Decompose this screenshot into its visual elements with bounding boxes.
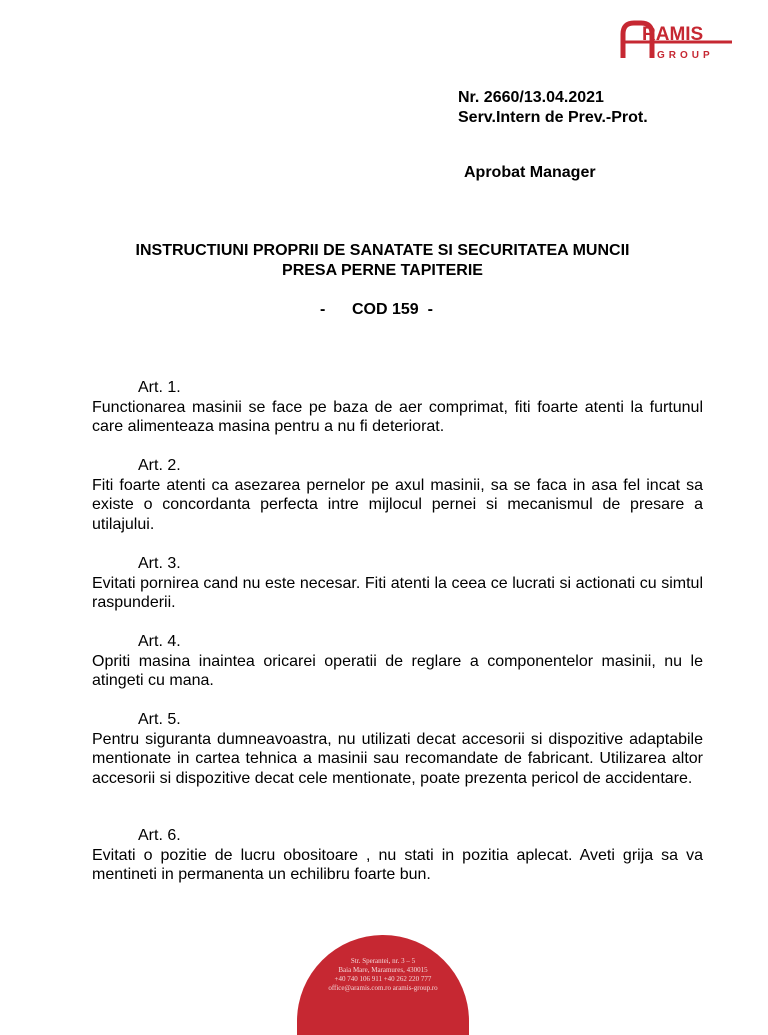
document-code: - COD 159 - [320, 301, 433, 318]
article-text: Pentru siguranta dumneavoastra, nu utilizati decat accesorii si dispozitive adaptabile mentionate in cartea tehnica a masinii sau recomandate de fabricant. Utilizarea altor accesorii si dispozitive decat cele mentionate, poate prezenta pericol de accidentare. [92, 730, 703, 787]
document-title [90, 241, 675, 280]
aramis-logo-icon [620, 20, 732, 62]
article-5 [92, 710, 703, 788]
article-heading: Art. 4. [138, 633, 181, 650]
title-line-2: PRESA PERNE TAPITERIE [282, 261, 483, 279]
svg-text:RAMIS: RAMIS [642, 24, 704, 45]
article-heading: Art. 1. [138, 379, 181, 396]
article-heading: Art. 6. [138, 827, 181, 844]
department-name: Serv.Intern de Prev.-Prot. [458, 109, 648, 126]
footer-city: Baia Mare, Maramures, 430015 [338, 966, 428, 974]
article-text: Functionarea masinii se face pe baza de aer comprimat, fiti foarte atenti la furtunul care alimenteaza masina pentru a nu fi deteriorat. [92, 398, 703, 435]
article-heading: Art. 5. [138, 711, 181, 728]
article-1 [92, 378, 703, 437]
article-6 [92, 826, 703, 885]
footer-street: Str. Sperantei, nr. 3 – 5 [350, 957, 416, 965]
footer-phones: +40 740 106 911 +40 262 220 777 [334, 975, 432, 983]
article-heading: Art. 2. [138, 457, 181, 474]
article-text: Opriti masina inaintea oricarei operatii de reglare a componentelor masinii, nu le atingeti cu mana. [92, 652, 703, 689]
approval-line: Aprobat Manager [464, 164, 596, 181]
footer-email: office@aramis.com.ro aramis-group.ro [328, 984, 438, 992]
article-2 [92, 456, 703, 534]
article-3 [92, 554, 703, 613]
title-line-1: INSTRUCTIUNI PROPRII DE SANATATE SI SECURITATEA MUNCII [135, 242, 630, 259]
footer-contact-badge [297, 935, 469, 1035]
article-text: Fiti foarte atenti ca asezarea pernelor pe axul masinii, sa se faca in asa fel incat sa existe o concordanta perfecta intre mijlocul pernei si mecanismul de presare a utilajului. [92, 476, 703, 533]
svg-text:GROUP: GROUP [657, 50, 714, 61]
document-number: Nr. 2660/13.04.2021 [458, 89, 604, 106]
article-text: Evitati o pozitie de lucru obositoare , nu stati in pozitia aplecat. Aveti grija sa va mentineti in permanenta un echilibru foarte bun. [92, 846, 703, 883]
article-heading: Art. 3. [138, 555, 181, 572]
article-4 [92, 632, 703, 691]
aramis-group-logo [620, 20, 732, 62]
article-text: Evitati pornirea cand nu este necesar. Fiti atenti la ceea ce lucrati si actionati cu simtul raspunderii. [92, 574, 703, 611]
